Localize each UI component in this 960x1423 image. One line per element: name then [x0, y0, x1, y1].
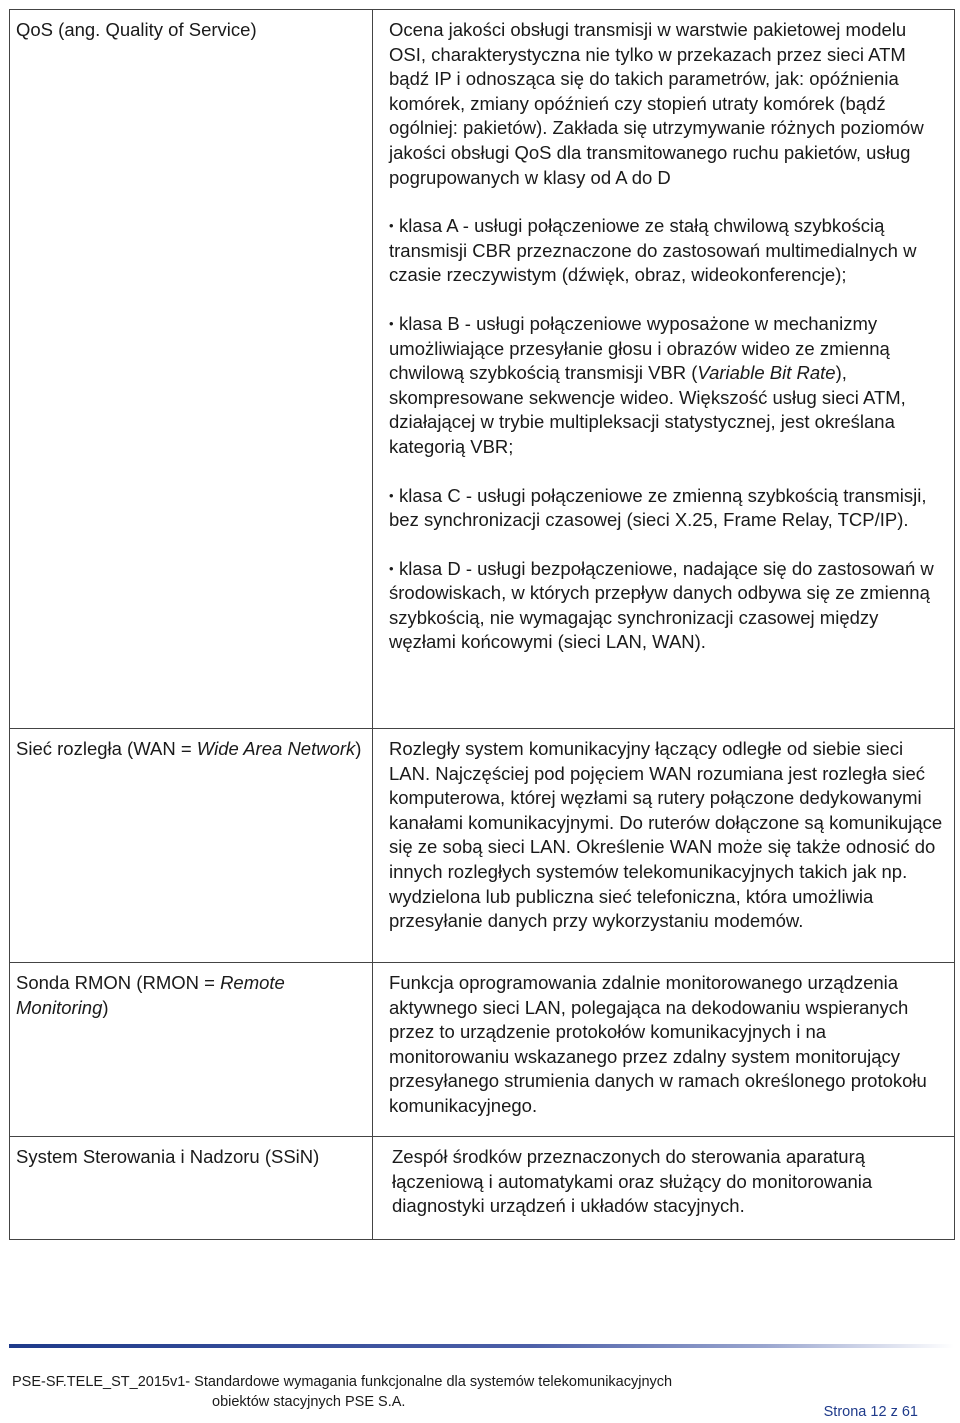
table-row-rmon	[10, 963, 955, 1137]
term-cell	[10, 729, 373, 963]
term-rmon-before: Sonda RMON (RMON =	[16, 972, 221, 993]
term-qos: QoS (ang. Quality of Service)	[16, 19, 257, 40]
page-total: 61	[901, 1404, 918, 1420]
rmon-definition: Funkcja oprogramowania zdalnie monitorowanego urządzenia aktywnego sieci LAN, polegająca na dekodowaniu wspieranych przez to urządzenie protokołów komunikacyjnych i na monitorowaniu wskazanego przez zdalny system monitorujący przesyłanego strumienia danych w ramach określonego protokołu komunikacyjnego.	[389, 972, 927, 1116]
term-rmon-after: )	[102, 996, 109, 1018]
term-ssin: System Sterowania i Nadzoru (SSiN)	[16, 1146, 320, 1167]
bullet-icon: •	[389, 315, 394, 331]
table-row-qos	[10, 10, 955, 729]
definition-cell	[373, 729, 955, 963]
qos-definition: Ocena jakości obsługi transmisji w warstwie pakietowej modelu OSI, charakterystyczna nie tylko w przekazach przez sieci ATM bądź IP i odnosząca się do takich parametrów, jak: opóźnienia komórek, zmiany opóźnień czy stopień utraty komórek (bądź ogólniej: pakietów). Zakłada się utrzymywanie różnych poziomów jakości obsługi QoS dla transmitowanego ruchu pakietów, usług pogrupowanych w klasy od A do D	[389, 19, 924, 188]
class-b-text-italic: Variable Bit Rate	[697, 362, 836, 384]
bullet-icon: •	[389, 218, 394, 234]
definition-cell	[373, 963, 955, 1137]
page-number	[824, 1402, 918, 1422]
definition-cell	[373, 1137, 955, 1240]
term-cell	[10, 963, 373, 1137]
term-cell	[10, 1137, 373, 1240]
footer-line-1: PSE-SF.TELE_ST_2015v1- Standardowe wymagania funkcjonalne dla systemów telekomunikacyjnych	[12, 1374, 673, 1390]
table-row-ssin	[10, 1137, 955, 1240]
list-item-class-c	[389, 484, 946, 533]
footer-document-title	[12, 1372, 732, 1412]
list-item-class-b	[389, 312, 946, 460]
class-a-text: klasa A - usługi połączeniowe ze stałą chwilową szybkością transmisji CBR przeznaczone do zastosowań multimedialnych w czasie rzeczywistym (dźwięk, obraz, wideokonferencje);	[389, 215, 917, 286]
page-current: 12	[870, 1404, 887, 1420]
class-c-text: klasa C - usługi połączeniowe ze zmienną szybkością transmisji, bez synchronizacji czasowej (sieci X.25, Frame Relay, TCP/IP).	[389, 484, 927, 531]
page-label: Strona	[823, 1404, 867, 1420]
definition-cell	[373, 10, 955, 729]
table-row-wan	[10, 729, 955, 963]
term-rmon-italic: Remote Monitoring	[16, 972, 285, 1018]
page-separator: z	[890, 1404, 898, 1420]
term-wan-italic: Wide Area Network	[196, 738, 356, 759]
list-item-class-d	[389, 557, 946, 655]
wan-definition: Rozległy system komunikacyjny łączący odległe od siebie sieci LAN. Najczęściej pod pojęciem WAN rozumiana jest rozległa sieć komputerowa, której węzłami są rutery połączone dedykowanymi kanałami komunikacyjnymi. Do ruterów dołączone są komunikujące się ze sobą sieci LAN. Określenie WAN może się także odnosić do innych rozległych systemów telekomunikacyjnych takich jak np. wydzielona lub publiczna sieć telefoniczna, która umożliwia przesyłanie danych przy wykorzystaniu modemów.	[389, 738, 943, 932]
class-b-text-after: ), skompresowane sekwencje wideo. Większość usług sieci ATM, działającej w trybie multipleksacji statystycznej, jest określana kategorią VBR;	[389, 362, 906, 457]
qos-class-list	[389, 214, 946, 655]
ssin-definition: Zespół środków przeznaczonych do sterowania aparaturą łączeniową i automatykami oraz służący do monitorowania diagnostyki urządzeń i układów stacyjnych.	[392, 1146, 873, 1217]
class-d-text: klasa D - usługi bezpołączeniowe, nadające się do zastosowań w środowiskach, w których przepływ danych odbywa się ze zmienną szybkością, nie wymagając synchronizacji czasowej między węzłami końcowymi (sieci LAN, WAN).	[389, 557, 934, 653]
footer-rule	[9, 1344, 954, 1348]
term-cell	[10, 10, 373, 729]
footer-line-2: obiektów stacyjnych PSE S.A.	[212, 1394, 406, 1410]
list-item-class-a	[389, 214, 946, 288]
glossary-table	[9, 9, 955, 1240]
term-wan-before: Sieć rozległa (WAN =	[16, 738, 197, 759]
bullet-icon: •	[389, 560, 394, 576]
class-b-text-before: klasa B - usługi połączeniowe wyposażone w mechanizmy umożliwiające przesyłanie głosu i obrazów wideo ze zmienną chwilową szybkością transmisji VBR (	[389, 312, 890, 384]
term-wan-after: )	[355, 738, 362, 759]
bullet-icon: •	[389, 487, 394, 503]
